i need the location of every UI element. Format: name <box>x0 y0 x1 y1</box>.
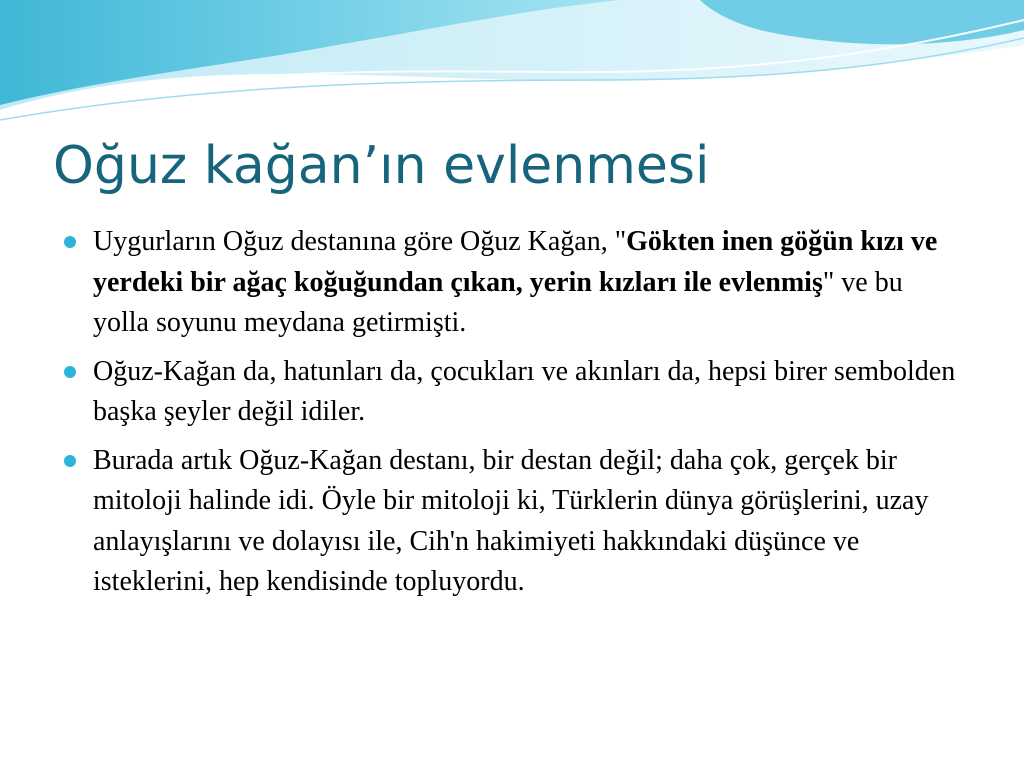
slide-title: Oğuz kağan’ın evlenmesi <box>53 136 710 196</box>
bullet-item-3 <box>60 441 960 603</box>
bullet-list <box>60 222 960 611</box>
bullet-item-2 <box>60 352 960 433</box>
bullet-1-text-before: Uygurların Oğuz destanına göre Oğuz Kağan, " <box>93 226 627 257</box>
bullet-3-text: Burada artık Oğuz-Kağan destanı, bir destan değil; daha çok, gerçek bir mitoloji halinde idi. Öyle bir mitoloji ki, Türklerin dünya görüşlerini, uzay anlayışlarını ve dolayısı ile, Cih'n hakimiyeti hakkındaki düşünce ve isteklerini, hep kendisinde topluyordu. <box>93 444 929 597</box>
bullet-item-1 <box>60 222 960 344</box>
bullet-dot-icon <box>64 236 76 248</box>
bullet-dot-icon <box>64 455 76 467</box>
wave-decoration <box>0 0 1024 130</box>
bullet-2-text: Oğuz-Kağan da, hatunları da, çocukları ve akınları da, hepsi birer sembolden başka şeyler değil idiler. <box>93 355 956 427</box>
bullet-dot-icon <box>64 366 76 378</box>
bullet-1-text-after: " ve bu yolla soyunu meydana getirmişti. <box>93 266 903 338</box>
bullet-1-text-bold: Gökten inen göğün kızı ve yerdeki bir ağaç koğuğundan çıkan, yerin kızları ile evlenmiş <box>93 226 938 298</box>
